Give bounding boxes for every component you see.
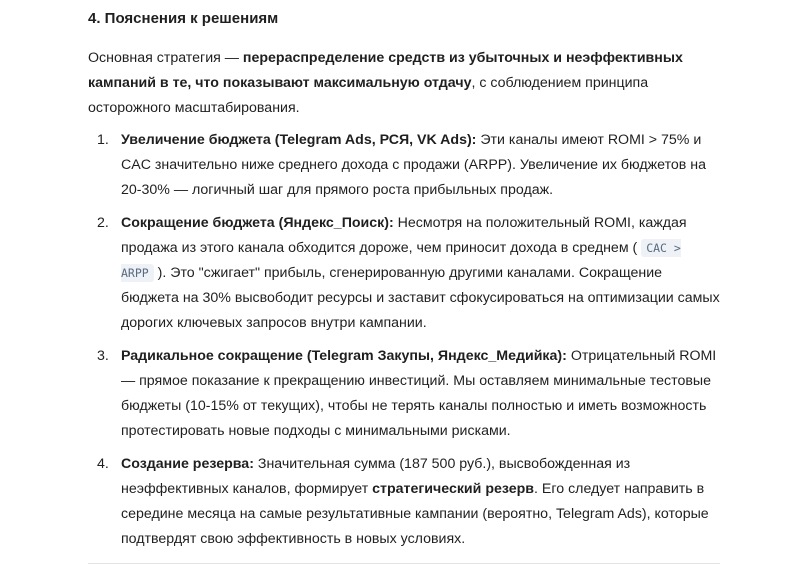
intro-paragraph: [88, 46, 720, 121]
list-item: [88, 344, 720, 444]
intro-text: Основная стратегия —: [88, 50, 243, 66]
item-text-end: ). Это "сжигает" прибыль, сгенерированную другими каналами. Сокращение бюджета на 30% высвободит ресурсы и заставит сфокусироваться на оптимизации самых дорогих ключевых запросов внутри кампании.: [121, 265, 720, 331]
list-item: [88, 211, 720, 336]
item-number: 1.: [97, 132, 109, 148]
item-text: Значительная сумма (187 500 руб.), высвобожденная из неэффективных каналов, формирует: [121, 456, 631, 497]
item-title: Радикальное сокращение (Telegram Закупы, Яндекс_Медийка):: [121, 348, 567, 364]
intro-bold: перераспределение средств из убыточных и неэффективных кампаний в те, что показывают максимальную отдачу: [88, 50, 683, 91]
item-title: Увеличение бюджета (Telegram Ads, РСЯ, VK Ads):: [121, 132, 477, 148]
list-item: [88, 128, 720, 203]
item-text: Несмотря на положительный ROMI, каждая продажа из этого канала обходится дороже, чем приносит дохода в среднем (: [121, 215, 687, 256]
list-item: [88, 452, 720, 552]
item-text-end: . Его следует направить в середине месяца на самые результативные кампании (вероятно, Telegram Ads), которые подтвердят свою эффективность в новых условиях.: [121, 481, 709, 547]
inline-code: CAC > ARPP: [121, 241, 681, 280]
decisions-list: [88, 128, 720, 560]
item-text: Отрицательный ROMI — прямое показание к прекращению инвестиций. Мы оставляем минимальные тестовые бюджеты (10-15% от текущих), чтобы не терять каналы полностью и иметь возможность протестировать новые подходы с минимальными рисками.: [121, 348, 717, 439]
intro-text-end: , с соблюдением принципа осторожного масштабирования.: [88, 75, 649, 116]
section-heading: 4. Пояснения к решениям: [88, 10, 279, 27]
item-title: Сокращение бюджета (Яндекс_Поиск):: [121, 215, 394, 231]
item-number: 3.: [97, 348, 109, 364]
item-text: Эти каналы имеют ROMI > 75% и CAC значительно ниже среднего дохода с продажи (ARPP). Увеличение их бюджетов на 20-30% — логичный шаг для прямого роста прибыльных продаж.: [121, 132, 707, 198]
item-title: Создание резерва:: [121, 456, 254, 472]
item-number: 2.: [97, 215, 109, 231]
item-bold-inline: стратегический резерв: [372, 481, 535, 497]
item-number: 4.: [97, 456, 109, 472]
divider: [88, 563, 720, 564]
